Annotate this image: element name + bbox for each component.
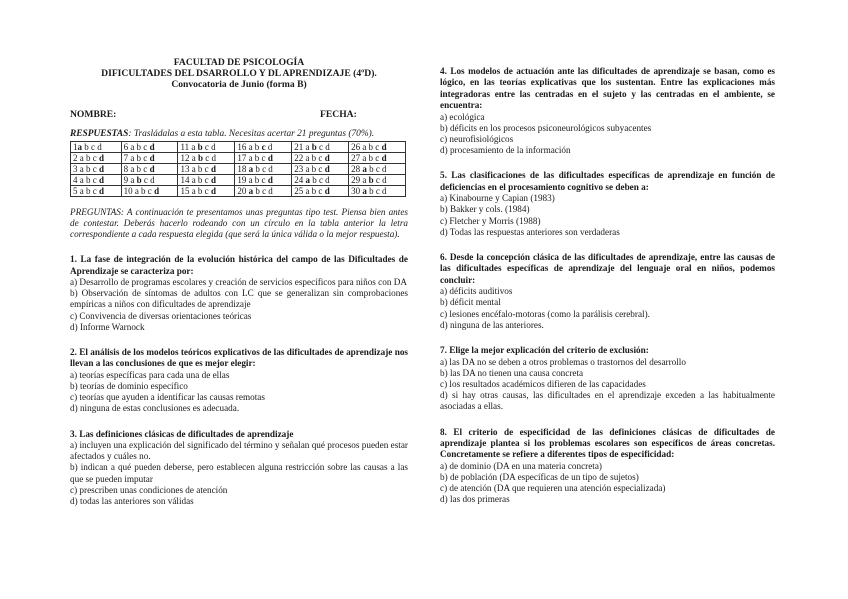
answer-cell[interactable] [178, 174, 235, 185]
answer-part: a b c [303, 185, 325, 196]
question-stem: 4. Los modelos de actuación ante las dificultades de aprendizaje se basan, como es lógico, en las teorías explicativas que los sustentan. Entre las explicaciones más integradoras entre las centradas en el sujeto y las centradas en el ambiente, se encuentra: [440, 66, 775, 111]
answer-part: a [128, 174, 137, 185]
question [440, 427, 775, 506]
question [440, 66, 775, 156]
question-option: a) de dominio (DA en una materia concreta) [440, 460, 602, 471]
question-option: c) Convivencia de diversas orientaciones teóricas [70, 310, 252, 321]
right-column [440, 66, 775, 506]
answer-part: c d [141, 174, 155, 185]
answer-part: 24 [294, 174, 304, 185]
answer-part: a b c [189, 174, 211, 185]
question [440, 345, 775, 412]
answer-key: d [324, 185, 330, 196]
answer-table [70, 141, 406, 197]
answer-part: c d [316, 141, 330, 152]
answer-row [71, 163, 406, 174]
answer-part: a b c [303, 152, 325, 163]
question-option: a) incluyen una explicación del significado del término y señalan qué procesos pueden estar afectados y cuáles no. [70, 440, 408, 462]
answer-part: 23 [294, 163, 304, 174]
answer-part: 17 [237, 152, 247, 163]
answer-cell[interactable] [235, 163, 292, 174]
student-info [70, 109, 408, 123]
question-option: b) teorías de dominio específico [70, 381, 188, 392]
question-option: b) indican a qué pueden deberse, pero establecen alguna restricción sobre las causas a las que se pueden imputar [70, 462, 408, 484]
answer-part: 14 [180, 174, 190, 185]
question-stem: 7. Elige la mejor explicación del criterio de exclusión: [440, 345, 649, 356]
answer-key: d [381, 141, 387, 152]
answer-part: 16 [237, 141, 247, 152]
answer-cell[interactable] [292, 141, 349, 152]
faculty-title: FACULTAD DE PSICOLOGÍA [173, 57, 305, 68]
nombre-label: NOMBRE: [70, 108, 117, 120]
answer-key: b [368, 174, 374, 185]
respuestas-label: RESPUESTAS [70, 128, 129, 139]
answer-key: d [267, 174, 273, 185]
answer-part: a [360, 174, 369, 185]
answer-part: 9 [123, 174, 129, 185]
answer-part: a b c [360, 141, 382, 152]
answer-part: 30 [351, 185, 361, 196]
answer-cell[interactable] [349, 163, 406, 174]
answer-key: d [324, 163, 330, 174]
question-stem: 6. Desde la concepción clásica de las dificultades de aprendizaje, entre las causas de las dificultades específicas de aprendizaje del lenguaje oral en niños, podemos concluir: [440, 252, 775, 285]
answer-part: 29 [351, 174, 361, 185]
answer-cell[interactable] [235, 185, 292, 196]
answer-cell[interactable] [235, 174, 292, 185]
answer-key: a [248, 185, 254, 196]
answer-part: 5 [73, 185, 78, 196]
answer-part: a [303, 141, 312, 152]
answer-part: 1 [73, 141, 78, 152]
answer-part: 10 [123, 185, 133, 196]
answer-key: b [311, 141, 317, 152]
question-option: a) Desarrollo de programas escolares y creación de servicios específicos para niños con DA [70, 277, 407, 288]
question-stem: 5. Las clasificaciones de las dificultades específicas de aprendizaje en función de deficiencias en el procesamiento cognitivo se deben a: [440, 170, 775, 192]
answer-cell[interactable] [121, 185, 178, 196]
question-option: d) las dos primeras [440, 494, 510, 505]
question-option: a) teorías específicas para cada una de ellas [70, 369, 230, 380]
question-option: d) Todas las respuestas anteriores son verdaderas [440, 226, 620, 237]
answer-cell[interactable] [349, 185, 406, 196]
question-option: c) Fletcher y Morris (1988) [440, 215, 541, 226]
question-option: c) lesiones encéfalo-motoras (como la parálisis cerebral). [440, 308, 650, 319]
answer-part: 26 [351, 141, 361, 152]
question-stem: 1. La fase de integración de la evolución histórica del campo de las Dificultades de Aprendizaje se caracteriza por: [70, 254, 408, 276]
answer-key: b [197, 152, 203, 163]
answer-cell[interactable] [71, 152, 122, 163]
answer-part: a b c [360, 152, 382, 163]
answer-part: b c d [366, 185, 387, 196]
answer-key: a [362, 185, 367, 196]
question-option: c) de atención (DA que requieren una atención especializada) [440, 483, 666, 494]
question [70, 429, 408, 508]
question [70, 347, 408, 415]
answer-part: 4 [73, 174, 78, 185]
answer-cell[interactable] [71, 185, 122, 196]
answer-part: 28 [351, 163, 361, 174]
answer-key: d [210, 185, 216, 196]
answer-key: a [305, 174, 310, 185]
answer-cell[interactable] [71, 174, 122, 185]
answer-part: 27 [351, 152, 361, 163]
respuestas-instructions [70, 129, 408, 140]
answer-key: b [136, 174, 142, 185]
answer-key: d [210, 163, 216, 174]
answer-key: b [197, 141, 203, 152]
answer-cell[interactable] [292, 163, 349, 174]
answer-cell[interactable] [121, 163, 178, 174]
fecha-label: FECHA: [320, 108, 357, 120]
answer-key: d [149, 163, 155, 174]
answer-cell[interactable] [178, 185, 235, 196]
answer-cell[interactable] [349, 141, 406, 152]
answer-part: 8 [123, 163, 129, 174]
left-column [70, 57, 408, 507]
answer-key: a [248, 163, 254, 174]
answer-part: c d [202, 152, 216, 163]
answer-part: b c d [253, 163, 273, 174]
answer-part: 19 [237, 174, 247, 185]
answer-part: a b c [128, 141, 150, 152]
answer-part: a b c [128, 163, 150, 174]
answer-part: a b c [246, 174, 268, 185]
answer-part: a b c [303, 163, 325, 174]
question-option: a) déficits auditivos [440, 286, 513, 297]
question [440, 170, 775, 238]
answer-cell[interactable] [178, 152, 235, 163]
answer-part: a [189, 141, 198, 152]
answer-key: a [362, 163, 367, 174]
answer-cell[interactable] [235, 152, 292, 163]
answer-key: d [99, 152, 105, 163]
question-option: d) todas las anteriores son válidas [70, 496, 194, 507]
answer-row [71, 152, 406, 163]
question-option: a) las DA no se deben a otros problemas o trastornos del desarrollo [440, 356, 686, 367]
answer-part: a b c [128, 152, 150, 163]
answer-part: 15 [180, 185, 190, 196]
answer-part: a b c [77, 174, 99, 185]
question-stem: 8. El criterio de especificidad de las definiciones clásicas de dificultades de aprendizaje plantea si los problemas escolares son específicos de áreas concretas. Concretamente se refiere a diferentes tipos de especificidad: [440, 426, 775, 460]
answer-cell[interactable] [292, 185, 349, 196]
answer-part: 22 [294, 152, 304, 163]
answer-key: d [99, 185, 105, 196]
answer-part: a b c [189, 185, 211, 196]
answer-part: b c d [366, 163, 387, 174]
answer-part: b c d [82, 141, 102, 152]
answer-cell[interactable] [71, 163, 122, 174]
preguntas-instructions [70, 207, 408, 241]
answer-part: 2 [73, 152, 78, 163]
answer-part: 7 [123, 152, 129, 163]
answer-part: 6 [123, 141, 129, 152]
answer-part: b c d [253, 185, 273, 196]
answer-key: c [261, 141, 266, 152]
answer-cell[interactable] [121, 141, 178, 152]
preguntas-label: PREGUNTAS: [70, 206, 124, 217]
answer-key: d [324, 152, 330, 163]
answer-cell[interactable] [121, 152, 178, 163]
answer-part: a [189, 152, 198, 163]
answer-part: c d [373, 174, 387, 185]
answer-cell[interactable] [349, 152, 406, 163]
answer-cell[interactable] [178, 141, 235, 152]
answer-part: 13 [180, 163, 190, 174]
answer-key: d [210, 174, 216, 185]
answer-key: a [77, 141, 82, 152]
question [70, 254, 408, 333]
question-option: c) teorías que ayuden a identificar las causas remotas [70, 392, 265, 403]
answer-part: 21 [294, 141, 304, 152]
answer-row [71, 141, 406, 152]
question-option: c) los resultados académicos difieren de las capacidades [440, 378, 646, 389]
question-option: d) Informe Warnock [70, 321, 145, 332]
header [70, 57, 408, 91]
question-option: c) prescriben unas condiciones de atención [70, 484, 228, 495]
question-option: a) ecológica [440, 111, 485, 122]
answer-key: d [267, 152, 273, 163]
answer-part: b c d [309, 174, 330, 185]
answer-key: d [149, 141, 155, 152]
answer-part: a b c [132, 185, 155, 196]
question-option: b) de población (DA específicas de un tipo de sujetos) [440, 471, 639, 482]
answer-part: 11 [180, 141, 190, 152]
question-option: b) Bakker y cols. (1984) [440, 204, 530, 215]
answer-cell[interactable] [292, 152, 349, 163]
answer-key: d [381, 152, 387, 163]
question-option: b) Observación de síntomas de adultos con LC que se generalizan sin comprobaciones empíricas a niños con dificultades de aprendizaje [70, 288, 408, 310]
answer-part: 25 [294, 185, 304, 196]
answer-part: 20 [237, 185, 247, 196]
course-title: DIFICULTADES DEL DSARROLLO Y DL APRENDIZAJE (4ºD). [101, 68, 377, 80]
question-option: b) déficit mental [440, 297, 501, 308]
answer-part: a b c [189, 163, 211, 174]
question-option: d) ninguna de las anteriores. [440, 319, 544, 330]
answer-key: d [149, 152, 155, 163]
question-option: c) neurofisiológicos [440, 134, 514, 145]
preguntas-text: A continuación te presentamos unas preguntas tipo test. Piensa bien antes de contestar. Deberás hacerlo rodeando con un círculo en la tabla anterior la letra correspondiente a cada respuesta elegida (que será la única válida o la mejor respuesta). [70, 206, 408, 240]
answer-part: a b [246, 141, 262, 152]
question-option: d) si hay otras causas, las dificultades en el aprendizaje exceden a las habitualmente asociadas a ellas. [440, 390, 775, 412]
question-option: d) procesamiento de la información [440, 145, 571, 156]
question [440, 252, 775, 331]
answer-cell[interactable] [235, 141, 292, 152]
question-option: b) las DA no tienen una causa concreta [440, 367, 584, 378]
answer-row [71, 185, 406, 196]
answer-key: d [99, 174, 105, 185]
question-option: d) ninguna de estas conclusiones es adecuada. [70, 403, 240, 414]
answer-cell[interactable] [71, 141, 122, 152]
question-stem: 3. Las definiciones clásicas de dificultades de aprendizaje [70, 428, 294, 439]
answer-row [71, 174, 406, 185]
answer-part: d [265, 141, 273, 152]
answer-key: d [99, 163, 105, 174]
answer-part: a b c [77, 185, 99, 196]
answer-cell[interactable] [292, 174, 349, 185]
answer-cell[interactable] [121, 174, 178, 185]
answer-part: 18 [237, 163, 247, 174]
question-option: b) déficits en los procesos psiconeurológicos subyacentes [440, 122, 652, 133]
answer-cell[interactable] [349, 174, 406, 185]
answer-part: a b c [77, 152, 99, 163]
answer-key: d [154, 185, 160, 196]
question-option: a) Kinabourne y Capian (1983) [440, 193, 555, 204]
answer-cell[interactable] [178, 163, 235, 174]
answer-part: 12 [180, 152, 190, 163]
answer-part: a b c [246, 152, 268, 163]
answer-part: a b c [77, 163, 99, 174]
exam-session: Convocatoria de Junio (forma B) [171, 79, 307, 91]
respuestas-text: : Trasládalas a esta tabla. Necesitas acertar 21 preguntas (70%). [128, 128, 375, 139]
question-stem: 2. El análisis de los modelos teóricos explicativos de las dificultades de aprendizaje nos llevan a las conclusiones de que es mejor elegir: [70, 347, 408, 369]
answer-part: c d [202, 141, 216, 152]
answer-part: 3 [73, 163, 78, 174]
